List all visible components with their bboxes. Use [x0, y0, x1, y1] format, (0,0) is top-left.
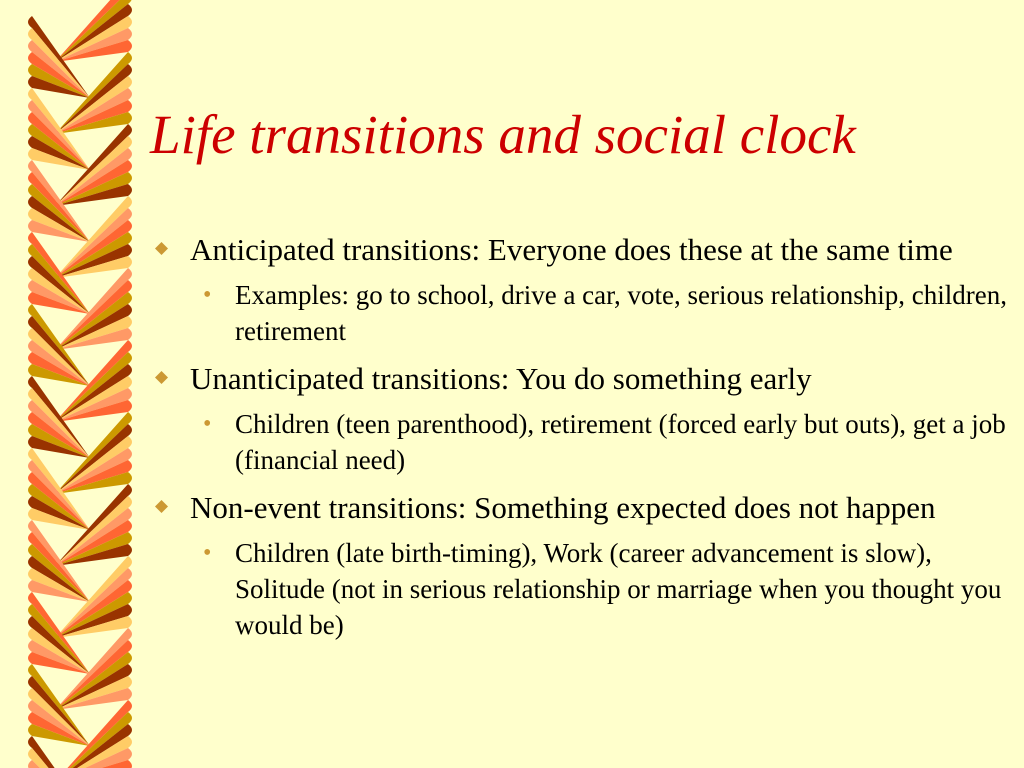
bullet-text: Non-event transitions: Something expected does not happen: [190, 490, 936, 525]
diamond-bullet-icon: [155, 242, 168, 255]
diamond-bullet-icon: [155, 500, 168, 513]
bullet-item-non-event: [155, 486, 1015, 529]
bullet-item-anticipated: [155, 228, 1015, 271]
dot-bullet-icon: •: [203, 282, 212, 308]
dot-bullet-icon: •: [203, 540, 212, 566]
sub-bullet-text: Children (teen parenthood), retirement (forced early but outs), get a job (financial need): [235, 409, 1006, 475]
bullet-item-unanticipated: [155, 357, 1015, 400]
diamond-bullet-icon: [155, 371, 168, 384]
sub-bullet-item: [155, 277, 1015, 349]
sub-bullet-item: [155, 406, 1015, 478]
dot-bullet-icon: •: [203, 411, 212, 437]
bullet-text: Anticipated transitions: Everyone does these at the same time: [190, 232, 953, 267]
bullet-list: [155, 228, 1015, 651]
bullet-text: Unanticipated transitions: You do something early: [190, 361, 812, 396]
slide-title: Life transitions and social clock: [150, 104, 856, 165]
sub-bullet-item: [155, 535, 1015, 643]
spiral-ribbon-border-icon: [0, 0, 140, 768]
sub-bullet-text: Children (late birth-timing), Work (career advancement is slow), Solitude (not in serious relationship or marriage when you thought you would be): [235, 538, 1002, 640]
sub-bullet-text: Examples: go to school, drive a car, vote, serious relationship, children, retirement: [235, 280, 1007, 346]
